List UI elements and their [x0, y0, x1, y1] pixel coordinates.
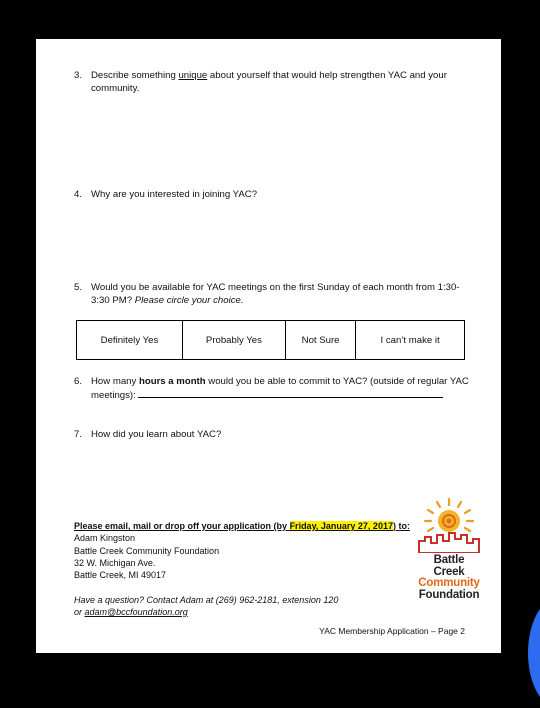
- question-number: 5.: [74, 282, 83, 293]
- question-number: 7.: [74, 429, 83, 440]
- question-number: 6.: [74, 376, 83, 387]
- choice-probably-yes[interactable]: Probably Yes: [182, 321, 285, 360]
- question-text: Why are you interested in joining YAC?: [91, 189, 258, 200]
- logo-text: Battle Creek Community Foundation: [418, 554, 480, 601]
- submission-heading: Please email, mail or drop off your application (by Friday, January 27, 2017) to:: [74, 521, 410, 531]
- page-footer: YAC Membership Application – Page 2: [319, 626, 465, 636]
- question-text: How many hours a month would you be able to commit to YAC? (outside of regular YAC meetings):: [91, 376, 469, 401]
- address-city: Battle Creek, MI 49017: [74, 570, 167, 581]
- document-page: [34, 37, 503, 655]
- sun-skyline-icon: [417, 497, 481, 553]
- contact-email-link[interactable]: adam@bccfoundation.org: [84, 607, 188, 617]
- choice-cant-make-it[interactable]: I can’t make it: [356, 321, 465, 360]
- bccf-logo: [417, 497, 481, 601]
- availability-choices: [76, 320, 465, 360]
- question-number: 3.: [74, 70, 83, 81]
- screen-edge-decoration: [528, 598, 540, 708]
- question-text: How did you learn about YAC?: [91, 429, 222, 440]
- address-org: Battle Creek Community Foundation: [74, 545, 220, 556]
- choice-definitely-yes[interactable]: Definitely Yes: [77, 321, 183, 360]
- deadline-date: Friday, January 27, 2017: [289, 521, 393, 531]
- submission-instructions: [74, 520, 414, 581]
- choice-not-sure[interactable]: Not Sure: [285, 321, 355, 360]
- question-number: 4.: [74, 189, 83, 200]
- contact-note: Have a question? Contact Adam at (269) 962-2181, extension 120 or adam@bccfoundation.org: [74, 595, 339, 617]
- question-text: Describe something unique about yourself that would help strengthen YAC and your community.: [91, 70, 447, 94]
- question-text: Would you be available for YAC meetings on the first Sunday of each month from 1:30-3:30 PM? Please circle your choice.: [91, 282, 460, 306]
- address-street: 32 W. Michigan Ave.: [74, 557, 156, 568]
- address-name: Adam Kingston: [74, 533, 136, 544]
- answer-blank-line[interactable]: [138, 388, 443, 398]
